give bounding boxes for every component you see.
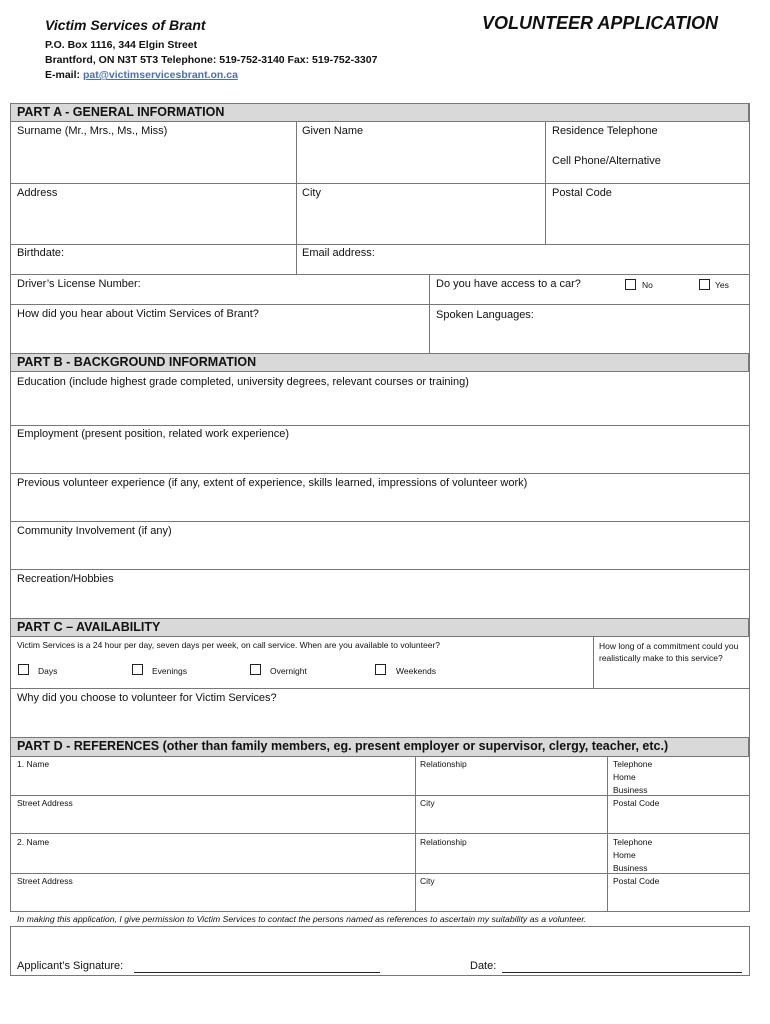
frame-right-lower xyxy=(749,926,750,976)
date-line[interactable] xyxy=(502,972,742,973)
organization-name: Victim Services of Brant xyxy=(45,17,206,33)
cell-phone-label: Cell Phone/Alternative xyxy=(552,155,661,167)
part-d-heading: PART D - REFERENCES (other than family members, eg. present employer or supervisor, clergy, teacher, etc.) xyxy=(10,737,749,757)
surname-label: Surname (Mr., Mrs., Ms., Miss) xyxy=(17,125,168,137)
ref1-city-label: City xyxy=(420,798,435,808)
email-line xyxy=(45,69,238,81)
residence-telephone-label: Residence Telephone xyxy=(552,125,658,137)
divider xyxy=(10,911,749,912)
car-yes-checkbox[interactable] xyxy=(699,279,710,290)
ref2-business-label: Business xyxy=(613,863,648,873)
education-label: Education (include highest grade completed, university degrees, relevant courses or training) xyxy=(17,376,469,388)
email-address-label: Email address: xyxy=(302,247,375,259)
divider xyxy=(415,757,416,912)
previous-volunteer-label: Previous volunteer experience (if any, extent of experience, skills learned, impressions of volunteer work) xyxy=(17,477,528,489)
divider xyxy=(10,833,749,834)
weekends-label: Weekends xyxy=(396,666,437,676)
evenings-checkbox[interactable] xyxy=(132,664,143,675)
days-label: Days xyxy=(38,666,58,676)
ref1-postal-label: Postal Code xyxy=(613,798,660,808)
date-label: Date: xyxy=(470,960,497,972)
languages-label: Spoken Languages: xyxy=(436,309,534,321)
given-name-label: Given Name xyxy=(302,125,364,137)
ref2-telephone-label: Telephone xyxy=(613,837,653,847)
ref2-home-label: Home xyxy=(613,850,636,860)
ref1-street-label: Street Address xyxy=(17,798,73,808)
overnight-checkbox[interactable] xyxy=(250,664,261,675)
car-yes-label: Yes xyxy=(715,280,729,290)
divider xyxy=(10,795,749,796)
email-label: E-mail: xyxy=(45,69,81,81)
ref1-home-label: Home xyxy=(613,772,636,782)
ref1-business-label: Business xyxy=(613,785,648,795)
email-link[interactable]: pat@victimservicesbrant.on.ca xyxy=(82,69,238,81)
ref1-relationship-label: Relationship xyxy=(420,759,467,769)
community-label: Community Involvement (if any) xyxy=(17,525,172,537)
part-a-heading: PART A - GENERAL INFORMATION xyxy=(10,103,749,122)
car-no-label: No xyxy=(642,280,653,290)
address-label: Address xyxy=(17,187,58,199)
evenings-label: Evenings xyxy=(152,666,187,676)
part-b-heading: PART B - BACKGROUND INFORMATION xyxy=(10,353,749,372)
why-volunteer-label: Why did you choose to volunteer for Victim Services? xyxy=(17,692,277,704)
ref1-name-label: 1. Name xyxy=(17,759,50,769)
drivers-license-label: Driver’s License Number: xyxy=(17,278,141,290)
divider xyxy=(10,873,749,874)
divider xyxy=(296,244,297,274)
document-title: VOLUNTEER APPLICATION xyxy=(482,13,719,33)
overnight-label: Overnight xyxy=(270,666,307,676)
ref2-postal-label: Postal Code xyxy=(613,876,660,886)
divider xyxy=(607,757,608,912)
birthdate-label: Birthdate: xyxy=(17,247,65,259)
availability-question: Victim Services is a 24 hour per day, seven days per week, on call service. When are you available to volunteer? xyxy=(17,640,441,650)
divider xyxy=(10,521,749,522)
divider xyxy=(10,688,749,689)
divider xyxy=(10,975,749,976)
postal-code-label: Postal Code xyxy=(552,187,612,199)
divider xyxy=(10,926,749,927)
signature-line[interactable] xyxy=(134,972,380,973)
city-phone-line: Brantford, ON N3T 5T3 Telephone: 519-752-3140 Fax: 519-752-3307 xyxy=(45,54,378,66)
recreation-label: Recreation/Hobbies xyxy=(17,573,114,585)
divider xyxy=(10,304,749,305)
city-label: City xyxy=(302,187,321,199)
divider xyxy=(10,244,749,245)
ref2-name-label: 2. Name xyxy=(17,837,50,847)
car-access-label: Do you have access to a car? xyxy=(436,278,581,290)
divider xyxy=(10,569,749,570)
ref2-relationship-label: Relationship xyxy=(420,837,467,847)
employment-label: Employment (present position, related work experience) xyxy=(17,428,290,440)
heard-about-label: How did you hear about Victim Services of Brant? xyxy=(17,308,259,320)
car-no-checkbox[interactable] xyxy=(625,279,636,290)
commitment-question: How long of a commitment could you realistically make to this service? xyxy=(599,641,739,663)
frame-left xyxy=(10,103,11,912)
divider xyxy=(10,425,749,426)
divider xyxy=(593,637,594,689)
frame-left-lower xyxy=(10,926,11,976)
signature-label: Applicant’s Signature: xyxy=(17,960,124,972)
divider xyxy=(429,274,430,353)
ref2-city-label: City xyxy=(420,876,435,886)
weekends-checkbox[interactable] xyxy=(375,664,386,675)
part-c-heading: PART C – AVAILABILITY xyxy=(10,618,749,637)
days-checkbox[interactable] xyxy=(18,664,29,675)
frame-right xyxy=(749,103,750,912)
divider xyxy=(10,274,749,275)
divider xyxy=(10,183,749,184)
consent-statement: In making this application, I give permission to Victim Services to contact the persons named as references to ascertain my suitability as a volunteer. xyxy=(17,914,587,924)
ref2-street-label: Street Address xyxy=(17,876,73,886)
divider xyxy=(10,473,749,474)
address-line: P.O. Box 1116, 344 Elgin Street xyxy=(45,39,198,51)
ref1-telephone-label: Telephone xyxy=(613,759,653,769)
